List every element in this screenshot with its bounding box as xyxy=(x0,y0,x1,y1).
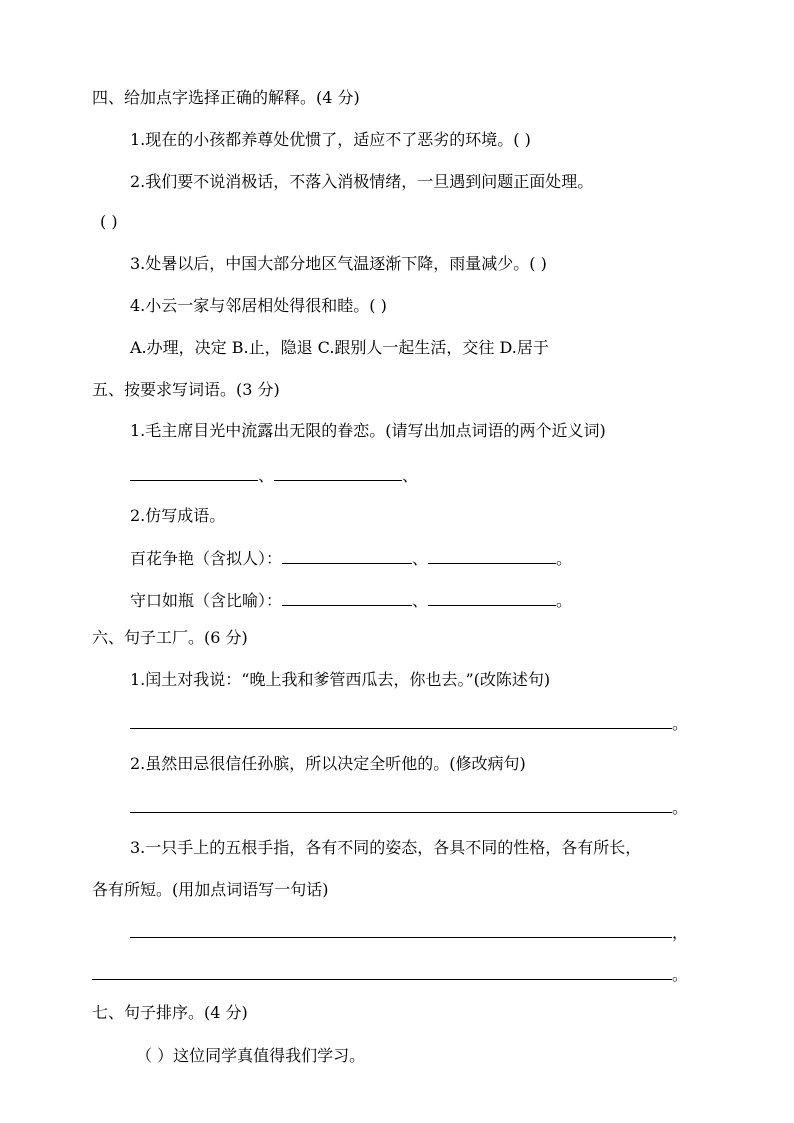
answer-blank-3[interactable] xyxy=(130,921,672,938)
idiom-1-blank-1[interactable] xyxy=(282,547,412,564)
answer-row-2-end: 。 xyxy=(672,798,689,817)
synonym-blank-1[interactable] xyxy=(130,464,258,481)
section-4-question-2-answer: ( ) xyxy=(100,212,118,231)
section-6-question-2: 2.虽然田忌很信任孙膑，所以决定全听他的。(修改病句) xyxy=(130,754,526,773)
section-5-question-2: 2.仿写成语。 xyxy=(130,506,226,525)
idiom-1-label: 百花争艳（含拟人）： xyxy=(130,549,283,568)
answer-row-4 xyxy=(92,963,688,985)
section-7-title: 七、句子排序。(4 分) xyxy=(92,1003,248,1022)
idiom-1-separator: 、 xyxy=(412,549,429,568)
synonym-separator-1: 、 xyxy=(258,466,275,485)
answer-blank-4[interactable] xyxy=(92,963,672,980)
section-6-question-1: 1.闰土对我说：“晚上我和爹管西瓜去，你也去。”(改陈述句) xyxy=(130,670,551,689)
answer-row-1-end: 。 xyxy=(672,714,689,733)
idiom-2-label: 守口如瓶（含比喻）： xyxy=(130,591,283,610)
answer-blank-1[interactable] xyxy=(130,712,672,729)
answer-row-4-end: 。 xyxy=(672,965,689,984)
idiom-row-1 xyxy=(130,547,572,569)
section-4-title: 四、给加点字选择正确的解释。(4 分) xyxy=(92,88,360,107)
idiom-1-blank-2[interactable] xyxy=(428,547,556,564)
answer-row-2 xyxy=(130,796,688,818)
answer-row-3-end: ， xyxy=(672,923,689,942)
section-4-question-2: 2.我们要不说消极话，不落入消极情绪，一旦遇到问题正面处理。 xyxy=(130,172,594,191)
section-6-question-3-line-1: 3.一只手上的五根手指，各有不同的姿态，各具不同的性格，各有所长， xyxy=(130,838,642,857)
section-5-title: 五、按要求写词语。(3 分) xyxy=(92,380,280,399)
synonym-blank-2[interactable] xyxy=(274,464,402,481)
section-4-question-3: 3.处暑以后，中国大部分地区气温逐渐下降，雨量减少。( ) xyxy=(130,254,547,273)
answer-blank-2[interactable] xyxy=(130,796,672,813)
section-6-title: 六、句子工厂。(6 分) xyxy=(92,628,248,647)
section-5-question-1: 1.毛主席目光中流露出无限的眷恋。(请写出加点词语的两个近义词) xyxy=(130,421,606,440)
answer-row-3 xyxy=(130,921,688,943)
answer-row-1 xyxy=(130,712,688,734)
idiom-2-end: 。 xyxy=(556,591,573,610)
section-4-options: A.办理，决定 B.止，隐退 C.跟别人一起生活，交往 D.居于 xyxy=(130,338,549,357)
idiom-2-blank-1[interactable] xyxy=(282,589,412,606)
synonym-answer-row xyxy=(130,464,418,486)
synonym-separator-2: 、 xyxy=(402,466,419,485)
idiom-2-blank-2[interactable] xyxy=(428,589,556,606)
section-4-question-4: 4.小云一家与邻居相处得很和睦。( ) xyxy=(130,296,387,315)
section-6-question-3-line-2: 各有所短。(用加点词语写一句话) xyxy=(92,880,329,899)
idiom-row-2 xyxy=(130,589,572,611)
section-4-question-1: 1.现在的小孩都养尊处优惯了，适应不了恶劣的环境。( ) xyxy=(130,130,531,149)
idiom-2-separator: 、 xyxy=(412,591,429,610)
idiom-1-end: 。 xyxy=(556,549,573,568)
section-7-question-1: （ ）这位同学真值得我们学习。 xyxy=(136,1046,366,1065)
